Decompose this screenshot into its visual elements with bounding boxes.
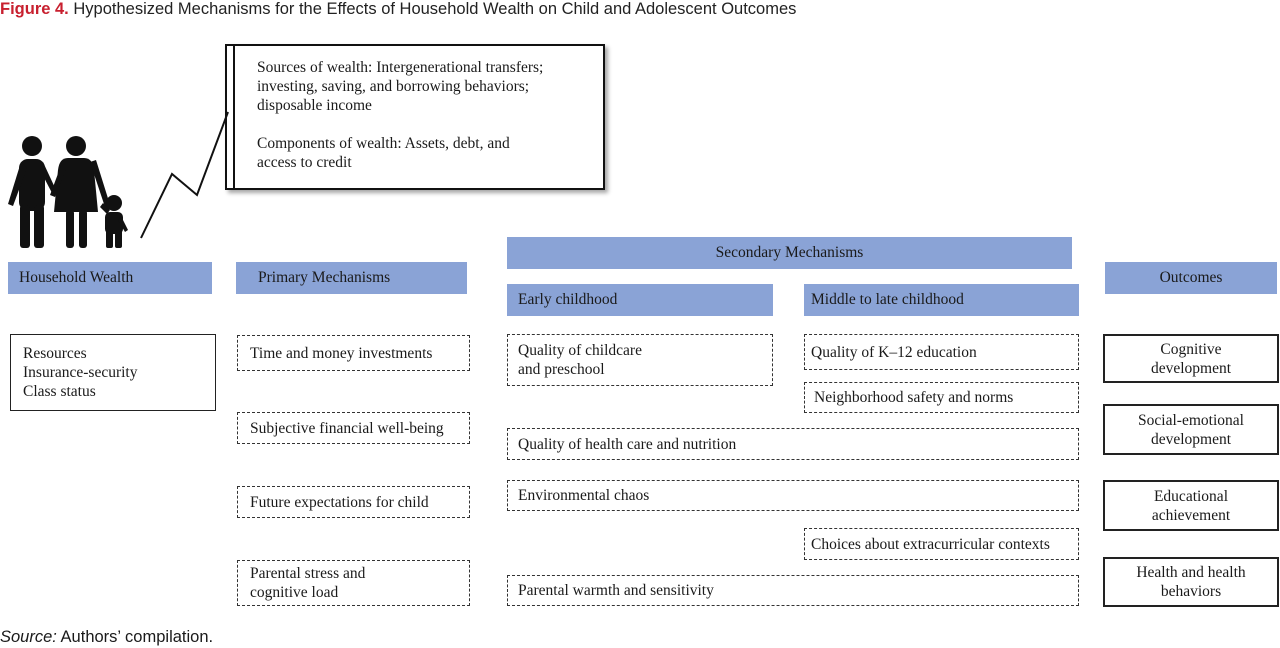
secondary-health-care-box: Quality of health care and nutrition bbox=[507, 428, 1079, 460]
sources-of-wealth-text: Sources of wealth: Intergenerational transfers; investing, saving, and borrowing behaviors; disposable income bbox=[257, 59, 544, 114]
primary-time-money-box: Time and money investments bbox=[237, 335, 470, 371]
early-childhood-header: Early childhood bbox=[507, 284, 773, 316]
household-wealth-header: Household Wealth bbox=[8, 262, 212, 294]
secondary-childcare-box: Quality of childcare and preschool bbox=[507, 334, 773, 386]
source-note bbox=[0, 628, 213, 647]
outcomes-header: Outcomes bbox=[1105, 262, 1277, 294]
figure-title bbox=[0, 0, 796, 19]
secondary-neighborhood-box: Neighborhood safety and norms bbox=[804, 382, 1079, 413]
figure-title-text: Hypothesized Mechanisms for the Effects of Household Wealth on Child and Adolescent Outcomes bbox=[73, 0, 797, 18]
middle-late-childhood-header: Middle to late childhood bbox=[804, 284, 1079, 316]
outcome-educational-box: Educational achievement bbox=[1103, 480, 1279, 531]
callout-pointer-line bbox=[141, 112, 228, 238]
secondary-environmental-chaos-box: Environmental chaos bbox=[507, 480, 1079, 511]
outcome-social-emotional-box: Social-emotional development bbox=[1103, 404, 1279, 455]
family-icon bbox=[0, 40, 232, 252]
household-item: Insurance-security bbox=[23, 364, 138, 381]
household-item: Class status bbox=[23, 383, 96, 400]
primary-mechanisms-header: Primary Mechanisms bbox=[236, 262, 467, 294]
primary-financial-wellbeing-box: Subjective financial well-being bbox=[237, 412, 470, 444]
primary-future-expectations-box: Future expectations for child bbox=[237, 486, 470, 518]
outcome-health-box: Health and health behaviors bbox=[1103, 557, 1279, 607]
primary-parental-stress-box: Parental stress and cognitive load bbox=[237, 560, 470, 606]
figure-label: Figure 4. bbox=[0, 0, 69, 18]
source-label: Source: bbox=[0, 628, 57, 646]
secondary-extracurricular-box: Choices about extracurricular contexts bbox=[804, 528, 1079, 560]
household-item: Resources bbox=[23, 345, 87, 362]
outcome-cognitive-box: Cognitive development bbox=[1103, 334, 1279, 383]
secondary-mechanisms-header: Secondary Mechanisms bbox=[507, 237, 1072, 269]
source-text: Authors’ compilation. bbox=[56, 628, 214, 646]
household-wealth-box bbox=[10, 334, 216, 411]
secondary-parental-warmth-box: Parental warmth and sensitivity bbox=[507, 575, 1079, 606]
secondary-k12-box: Quality of K–12 education bbox=[804, 334, 1079, 370]
wealth-callout-box bbox=[225, 44, 605, 190]
components-of-wealth-text: Components of wealth: Assets, debt, and access to credit bbox=[257, 135, 510, 171]
